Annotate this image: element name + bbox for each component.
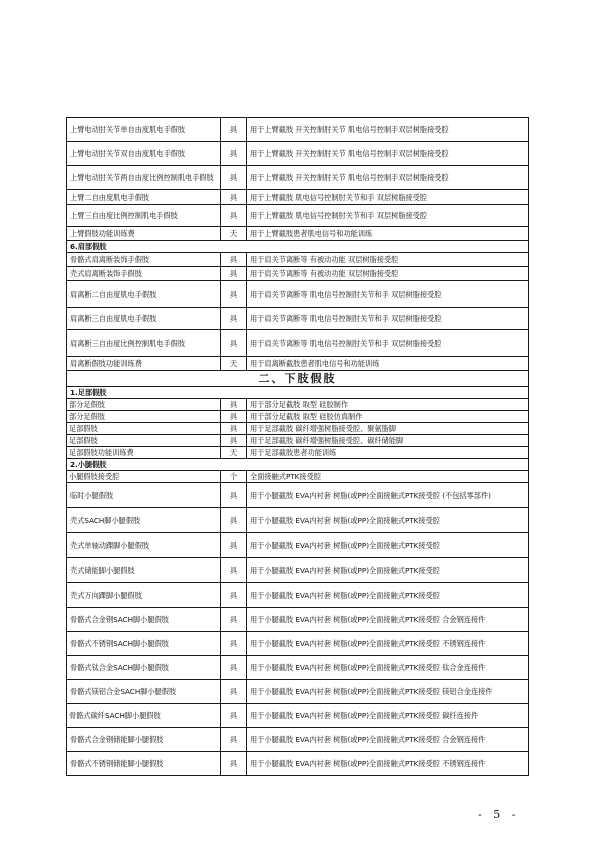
item-unit: 个 (221, 471, 247, 483)
table-row (67, 227, 529, 241)
item-description: 全面接触式PTK接受腔 (247, 471, 529, 483)
table-row (67, 704, 529, 728)
table-row (67, 632, 529, 656)
item-description: 用于小腿截肢 EVA内衬套 树脂(或PP)全面接触式PTK接受腔 不锈钢连接件 (247, 632, 529, 656)
section-heading: 6.肩部假肢 (67, 241, 529, 253)
item-name: 足部假肢功能训练费 (67, 447, 221, 459)
item-description: 用于小腿截肢 EVA内衬套 树脂(或PP)全面接触式PTK接受腔 合金钢连接件 (247, 608, 529, 632)
table-row (67, 423, 529, 435)
item-description: 用于部分足截肢 取型 硅胶仿真制作 (247, 411, 529, 423)
table-row (67, 142, 529, 166)
item-name: 上臂电动肘关节双自由度肌电手假肢 (67, 142, 221, 166)
item-unit: 具 (221, 142, 247, 166)
item-unit: 具 (221, 508, 247, 533)
table-row (67, 357, 529, 371)
section-row (67, 387, 529, 399)
price-table-body (67, 118, 529, 776)
item-description: 用于小腿截肢 EVA内衬套 树脂(或PP)全面接触式PTK接受腔 (247, 583, 529, 608)
item-description: 用于小腿截肢 EVA内衬套 树脂(或PP)全面接触式PTK接受腔 不锈钢连接件 (247, 752, 529, 776)
item-unit: 具 (221, 558, 247, 583)
item-description: 用于上臂截肢患者肌电信号和功能训练 (247, 227, 529, 241)
table-row (67, 471, 529, 483)
item-name: 上臂电动肘关节两自由度比例控制肌电手假肢 (67, 166, 221, 190)
item-unit: 具 (221, 281, 247, 308)
item-name: 肩离断三自由度肌电手假肢 (67, 308, 221, 330)
item-description: 用于小腿截肢 EVA内衬套 树脂(或PP)全面接触式PTK接受腔 (不包括零部件) (247, 483, 529, 508)
table-row (67, 608, 529, 632)
item-unit: 具 (221, 253, 247, 267)
item-unit: 具 (221, 423, 247, 435)
item-name: 肩离断二自由度肌电手假肢 (67, 281, 221, 308)
item-name: 骨骼式肩离断装饰手假肢 (67, 253, 221, 267)
item-name: 小腿假肢接受腔 (67, 471, 221, 483)
item-description: 用于小腿截肢 EVA内衬套 树脂(或PP)全面接触式PTK接受腔 (247, 508, 529, 533)
section-heading: 2.小腿假肢 (67, 459, 529, 471)
item-description: 用于肩关节离断等 有被动功能 双层树脂接受腔 (247, 253, 529, 267)
item-description: 用于肩离断截肢患者肌电信号和功能训练 (247, 357, 529, 371)
item-name: 骨骼式不锈钢储能脚小腿假肢 (67, 752, 221, 776)
item-description: 用于上臂截肢 开关控制肘关节 肌电信号控制手双层树脂接受腔 (247, 118, 529, 142)
item-name: 壳式单轴动踝脚小腿假肢 (67, 533, 221, 558)
table-row (67, 330, 529, 357)
item-description: 用于小腿截肢 EVA内衬套 树脂(或PP)全面接触式PTK接受腔 钛合金连接件 (247, 656, 529, 680)
table-row (67, 190, 529, 205)
item-name: 足部假肢 (67, 435, 221, 447)
table-row (67, 583, 529, 608)
table-row (67, 399, 529, 411)
item-name: 临时小腿假肢 (67, 483, 221, 508)
item-name: 骨骼式不锈钢SACH脚小腿假肢 (67, 632, 221, 656)
item-description: 用于上臂截肢 肌电信号控制肘关节和手 双层树脂接受腔 (247, 190, 529, 205)
item-unit: 具 (221, 656, 247, 680)
item-description: 用于肩关节离断等 肌电信号控制肘关节和手 双层树脂接受腔 (247, 281, 529, 308)
item-name: 肩离断假肢功能训练费 (67, 357, 221, 371)
table-row (67, 281, 529, 308)
item-unit: 具 (221, 728, 247, 752)
item-description: 用于小腿截肢 EVA内衬套 树脂(或PP)全面接触式PTK接受腔 合金钢连接件 (247, 728, 529, 752)
item-unit: 天 (221, 447, 247, 459)
item-name: 骨骼式合金钢SACH脚小腿假肢 (67, 608, 221, 632)
item-description: 用于肩关节离断等 肌电信号控制肘关节和手 双层树脂接受腔 (247, 308, 529, 330)
item-unit: 具 (221, 632, 247, 656)
item-name: 骨骼式镁铝合金SACH脚小腿假肢 (67, 680, 221, 704)
item-description: 用于小腿截肢 EVA内衬套 树脂(或PP)全面接触式PTK接受腔 (247, 558, 529, 583)
item-unit: 具 (221, 608, 247, 632)
item-unit: 具 (221, 308, 247, 330)
item-description: 用于上臂截肢 肌电信号控制肘关节和手 双层树脂接受腔 (247, 205, 529, 227)
major-section-heading: 二、下肢假肢 (67, 371, 529, 387)
item-description: 用于小腿截肢 EVA内衬套 树脂(或PP)全面接触式PTK接受腔 (247, 533, 529, 558)
item-description: 用于足部截肢 碳纤增强树脂接受腔、碳纤储能脚 (247, 435, 529, 447)
table-row (67, 308, 529, 330)
item-name: 壳式SACH脚小腿假肢 (67, 508, 221, 533)
table-row (67, 533, 529, 558)
item-name: 骨骼式碳纤SACH脚小腿假肢 (67, 704, 221, 728)
item-unit: 具 (221, 704, 247, 728)
section-row (67, 241, 529, 253)
item-name: 上臂电动肘关节单自由度肌电手假肢 (67, 118, 221, 142)
item-unit: 具 (221, 533, 247, 558)
item-unit: 天 (221, 227, 247, 241)
item-description: 用于小腿截肢 EVA内衬套 树脂(或PP)全面接触式PTK接受腔 镁铝合金连接件 (247, 680, 529, 704)
table-row (67, 166, 529, 190)
item-name: 足部假肢 (67, 423, 221, 435)
item-name: 壳式万向踝脚小腿假肢 (67, 583, 221, 608)
item-unit: 具 (221, 267, 247, 281)
item-unit: 具 (221, 330, 247, 357)
table-row (67, 435, 529, 447)
item-unit: 具 (221, 752, 247, 776)
item-unit: 具 (221, 118, 247, 142)
item-name: 骨骼式合金钢储能脚小腿假肢 (67, 728, 221, 752)
item-name: 壳式肩离断装饰手假肢 (67, 267, 221, 281)
table-row (67, 508, 529, 533)
table-row (67, 680, 529, 704)
section-heading: 1.足部假肢 (67, 387, 529, 399)
item-unit: 具 (221, 166, 247, 190)
table-row (67, 752, 529, 776)
table-row (67, 267, 529, 281)
item-description: 用于上臂截肢 开关控制肘关节 肌电信号控制手双层树脂接受腔 (247, 166, 529, 190)
section-row (67, 459, 529, 471)
page-number: - 5 - (478, 808, 520, 821)
item-unit: 天 (221, 357, 247, 371)
item-name: 壳式储能脚小腿假肢 (67, 558, 221, 583)
item-description: 用于肩关节离断等 有被动功能 双层树脂接受腔 (247, 267, 529, 281)
table-row (67, 253, 529, 267)
item-unit: 具 (221, 435, 247, 447)
item-unit: 具 (221, 205, 247, 227)
item-name: 部分足假肢 (67, 411, 221, 423)
section-row (67, 371, 529, 387)
item-name: 上臂三自由度比例控制肌电手假肢 (67, 205, 221, 227)
table-row (67, 656, 529, 680)
table-row (67, 205, 529, 227)
table-row (67, 118, 529, 142)
table-row (67, 411, 529, 423)
item-description: 用于足部截肢患者功能训练 (247, 447, 529, 459)
price-table (66, 117, 529, 776)
item-name: 上臂假肢功能训练费 (67, 227, 221, 241)
table-row (67, 447, 529, 459)
item-description: 用于小腿截肢 EVA内衬套 树脂(或PP)全面接触式PTK接受腔 碳纤连接件 (247, 704, 529, 728)
item-description: 用于肩关节离断等 肌电信号控制肘关节和手 双层树脂接受腔 (247, 330, 529, 357)
item-description: 用于足部截肢 碳纤增强树脂接受腔、聚氨脂脚 (247, 423, 529, 435)
item-unit: 具 (221, 680, 247, 704)
item-unit: 具 (221, 483, 247, 508)
table-row (67, 728, 529, 752)
item-unit: 具 (221, 190, 247, 205)
item-name: 肩离断三自由度比例控制肌电手假肢 (67, 330, 221, 357)
item-description: 用于上臂截肢 开关控制肘关节 肌电信号控制手双层树脂接受腔 (247, 142, 529, 166)
table-row (67, 483, 529, 508)
item-name: 上臂二自由度肌电手假肢 (67, 190, 221, 205)
item-name: 骨骼式钛合金SACH脚小腿假肢 (67, 656, 221, 680)
item-unit: 具 (221, 399, 247, 411)
item-name: 部分足假肢 (67, 399, 221, 411)
item-unit: 具 (221, 583, 247, 608)
table-row (67, 558, 529, 583)
item-unit: 具 (221, 411, 247, 423)
item-description: 用于部分足截肢 取型 硅胶制作 (247, 399, 529, 411)
